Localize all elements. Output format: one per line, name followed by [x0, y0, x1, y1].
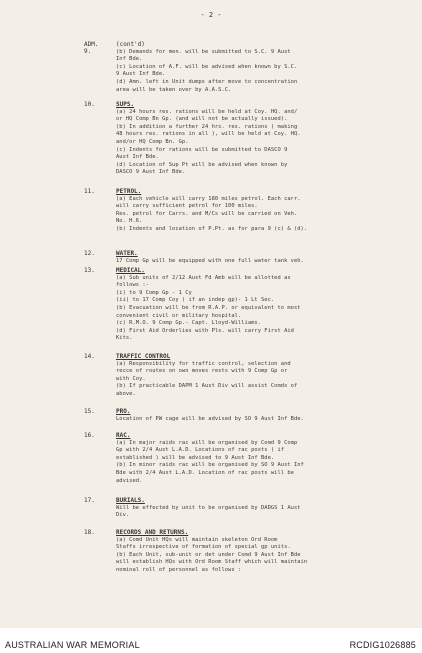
text-line: DASCO 9 Aust Inf Bde.: [116, 169, 186, 176]
text-line: 48 hours res. rations in all ), will be held at Coy. HQ.: [116, 131, 301, 138]
page-number: - 2 -: [200, 11, 222, 19]
text-line: Aust Inf Bde.: [116, 154, 159, 161]
text-line: (a) Sub units of 2/12 Aust Fd Amb will be allotted as: [116, 274, 291, 281]
record-id: RCDIG1026885: [349, 640, 416, 650]
text-line: (a) 24 hours res. rations will be held at Coy. HQ. and/: [116, 108, 298, 115]
paragraph-number: 10.: [84, 101, 95, 108]
text-line: (c) R.M.O. 9 Comp Gp.- Capt. Lloyd-Williams.: [116, 320, 261, 327]
text-line: (b) In addition a further 24 hrs. res. rations ( making: [116, 123, 298, 130]
text-line: (b) Indents and location of P.Pt. as for para 9 (c) & (d).: [116, 226, 308, 232]
text-line: (a) In major raids rac will be organised by Comd 9 Comp: [116, 439, 298, 446]
paragraph-number: 13.: [84, 267, 95, 274]
text-line: (c) Location of A.F. will be advised when known by S.C.: [116, 63, 298, 70]
paragraph-number: 15.: [84, 408, 95, 415]
text-line: (b) Demands for men. will be submitted to S.C. 9 Aust: [116, 48, 291, 55]
paragraph-subnumber: 9.: [84, 48, 92, 55]
text-line: (c) Indents for rations will be submitted to DASCO 9: [116, 146, 288, 153]
text-line: nominal roll of personnel as follows :: [116, 567, 242, 573]
paragraph-heading: RAC.: [116, 432, 131, 439]
text-line: follows :-: [116, 282, 149, 289]
text-line: No. H.6.: [116, 218, 143, 225]
text-line: (d) Amn. left in Unit dumps after move to concentration: [116, 79, 298, 85]
text-line: will carry sufficient petrol for 100 miles.: [116, 203, 258, 210]
text-line: convenient civil or military hospital.: [116, 312, 242, 319]
text-line: (a) Responsibility for traffic control, selection and: [116, 360, 291, 367]
paragraph-number: ADM.: [84, 41, 99, 48]
text-line: recce of routes on own moves rests with 9 Comp Gp or: [116, 368, 288, 375]
text-line: (b) In minor raids rac will be organised by SO 9 Aust Inf: [116, 462, 304, 469]
text-line: Res. petrol for Carrs. and M/Cs will be carried on Veh.: [116, 210, 298, 217]
paragraph-number: 16.: [84, 432, 95, 439]
text-line: Div.: [116, 512, 130, 519]
paragraph-heading: TRAFFIC CONTROL: [116, 353, 171, 360]
paragraph-number: 12.: [84, 250, 95, 257]
paragraph-heading: PRO.: [116, 408, 131, 415]
text-line: area will be taken over by A.A.S.C.: [116, 86, 232, 93]
text-line: advised.: [116, 477, 143, 484]
text-line: Kits.: [116, 335, 133, 342]
text-line: Will be effected by unit to be organised by DADGS 1 Aust: [116, 504, 301, 511]
text-line: 17 Comp Gp will be equipped with one full water tank veh.: [116, 257, 304, 264]
paragraph-heading: MEDICAL.: [116, 267, 145, 274]
text-line: (b) Each Unit, sub-unit or det under Comd 9 Aust Inf Bde: [116, 551, 301, 558]
text-line: (ii) to 17 Comp Coy ( if an indep gp)- 1 Lt Sec.: [116, 297, 275, 304]
paragraph-number: 17.: [84, 497, 95, 504]
text-line: (a) Comd Unit HQs will maintain skeleton Ord Room: [116, 536, 278, 543]
text-line: and/or HQ Comp Bn. Gp.: [116, 139, 189, 145]
text-line: Inf Bde.: [116, 56, 143, 63]
paragraph-number: 18.: [84, 529, 95, 536]
text-line: with Coy.: [116, 375, 146, 382]
paragraph-heading: PETROL.: [116, 188, 142, 195]
text-line: established ) will be advised to 9 Aust Inf Bde.: [116, 454, 275, 461]
paragraph-heading: WATER.: [116, 250, 138, 257]
text-line: (b) If practicable DAPM 1 Aust Div will assist Comds of: [116, 383, 298, 390]
footer-bar: [0, 628, 422, 653]
paragraph-heading: RECORDS AND RETURNS.: [116, 529, 189, 536]
text-line: Location of PW cage will be advised by SO 9 Aust Inf Bde.: [116, 415, 304, 422]
paragraph-heading: (cont'd): [116, 41, 145, 48]
paragraph-number: 11.: [84, 188, 95, 195]
text-line: (d) First Aid Orderlies with Pls. will carry First Aid: [116, 327, 294, 334]
text-line: Bde with 2/4 Aust L.A.D. Location of rac posts will be: [116, 470, 294, 476]
paragraph-number: 14.: [84, 353, 95, 360]
text-line: Gp with 2/4 Aust L.A.D. Locations of rac posts ( if: [116, 447, 285, 454]
archive-name: AUSTRALIAN WAR MEMORIAL: [5, 640, 140, 650]
text-line: or HQ Comp Bn Gp. (and will not be actually issued).: [116, 116, 288, 123]
text-line: Staffs irrespective of formation of special gp units.: [116, 544, 291, 551]
text-line: (i) to 9 Comp Gp - 1 Cy: [116, 289, 192, 296]
text-line: (d) Location of Sup Pt will be advised when known by: [116, 161, 288, 168]
paragraph-heading: BURIALS.: [116, 497, 145, 504]
text-line: above.: [116, 391, 136, 397]
text-line: will establish HQs with Ord Room Staff which will maintain: [116, 559, 308, 566]
text-line: (b) Evacuation will be from R.A.P. or equivalent to most: [116, 305, 301, 311]
text-line: 9 Aust Inf Bde.: [116, 71, 166, 78]
text-line: (a) Each vehicle will carry 180 miles petrol. Each carr.: [116, 195, 301, 202]
paragraph-heading: SUPS.: [116, 101, 135, 108]
